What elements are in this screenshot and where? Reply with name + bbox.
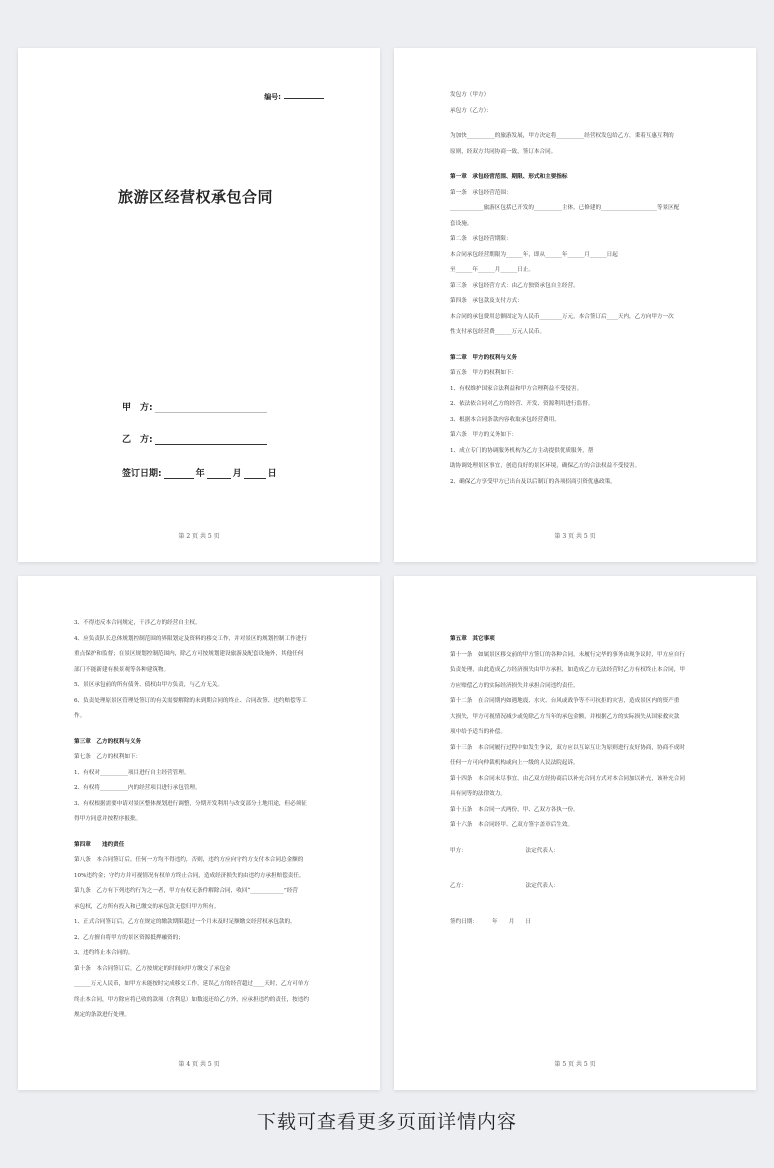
- party-a-row: [122, 400, 269, 413]
- text-line: 性支付承包经营费______万元人民币。: [450, 329, 546, 335]
- text-line: 本合同承包经营期限为______年，即从______年______月______日起: [450, 251, 618, 258]
- text-line: 3、违约终止本合同的。: [74, 950, 134, 956]
- text-line: 2、确保乙方享受甲方已出台及以后制订的各项招商引资优惠政策。: [450, 478, 616, 485]
- spacer: [450, 895, 716, 905]
- text-line: 3、不得违反本合同规定，干涉乙方的经营自主权。: [74, 620, 201, 626]
- text-line: 套设施。: [450, 220, 473, 227]
- serial-number-label: 编号:: [264, 93, 281, 101]
- year-label: 年: [195, 469, 205, 479]
- document-page-3: [394, 48, 756, 562]
- spacer: [450, 119, 716, 129]
- document-page-2: [18, 48, 380, 562]
- text-line: 负责处理，由此造成乙方经济损失由甲方承担，如造成乙方无法经营时乙方有权终止本合同，甲: [450, 667, 685, 673]
- year-line: [164, 477, 194, 479]
- party-a-label: 甲 方:: [122, 403, 153, 413]
- text-line: 第一条 承包经营范围：: [450, 189, 512, 196]
- text-line: 原则，经双方共同协商一致，签订本合同。: [450, 148, 557, 155]
- text-line: 3、有权根据需要申请对景区整体规划进行调整，分期开发利用与改变部分土地用途，但必须征: [74, 800, 307, 807]
- text-line: 本合同的承包费用总额固定为人民币________万元，本合签订后____天内，乙方向甲方一次: [450, 313, 674, 320]
- page-number: 第 3 页 共 5 页: [554, 533, 596, 540]
- month-label: 月: [232, 469, 242, 479]
- text-line: 规定的条款进行处理。: [74, 1012, 130, 1018]
- contract-title: 旅游区经营权承包合同: [118, 188, 274, 206]
- text-line: 第十二条 在合同期内如遇地震、水灾、台风或战争等不可抗拒的灾害，造成景区内的资产重: [450, 698, 680, 704]
- document-page-5: [394, 576, 756, 1090]
- text-line: 第十五条 本合同一式两份，甲、乙双方各执一份。: [450, 806, 579, 813]
- party-b-line: [155, 443, 267, 445]
- text-line: 部门不能新建有损景观等各种建筑物。: [74, 666, 170, 673]
- text-line: 承包方（乙方）：: [450, 107, 492, 114]
- page-3-text: [450, 88, 716, 490]
- text-line: 任何一方可向仲裁机构或向上一级的人民法院起诉。: [450, 760, 579, 766]
- download-more-caption: 下载可查看更多页面详情内容: [256, 1111, 517, 1133]
- spacer: [450, 905, 716, 915]
- chapter-heading: 第四章 违约责任: [74, 841, 125, 848]
- month-line: [207, 477, 231, 479]
- text-line: 第十三条 本合同履行过程中如发生争议，双方应以互谅互让为原则进行友好协商，协商不成时: [450, 744, 685, 751]
- text-line: 第八条 本合同签订后，任何一方均不得违约，否则，违约方应向守约方支付本合同总金额的: [74, 857, 304, 863]
- text-line: 承包权，乙方所有投入和已缴交的承包款无偿归甲方所有。: [74, 903, 220, 910]
- spacer: [450, 859, 716, 869]
- text-line: 1、有权对__________项目进行自主经营管理。: [74, 769, 190, 776]
- text-line: 至______年______月______日止。: [450, 267, 534, 273]
- text-line: 第十条 本合同签订后，乙方按规定的时间向甲方缴交了承包金: [74, 965, 231, 972]
- text-line: 1、正式合同签订后，乙方在规定的缴款期限超过一个月未及时足额缴交经营权承包款的。: [74, 919, 296, 925]
- text-line: 甲方： 法定代表人：: [450, 847, 560, 854]
- day-line: [244, 477, 266, 479]
- text-line: 为加快__________的旅游发展，甲方决定将__________经营权发包给乙方，秉着互惠互利的: [450, 133, 674, 139]
- party-b-label: 乙 方:: [122, 435, 153, 445]
- sign-date-row: [122, 466, 277, 479]
- day-label: 日: [267, 469, 277, 479]
- text-line: 第七条 乙方的权利如下：: [74, 754, 142, 760]
- serial-number-line: [284, 98, 324, 99]
- text-line: ______万元人民币，如甲方未能按时完成移交工作，延误乙方的经营超过____天时，乙方可单方: [74, 981, 309, 987]
- text-line: 第十四条 本合同未尽事宜，由乙双方经协商后以补充合同方式对本合同加以补充，该补充合同: [450, 775, 685, 782]
- text-line: 3、根据本合同条款内容收取承包经营费用。: [450, 416, 560, 423]
- page-5-text: [450, 632, 716, 930]
- text-line: 第五条 甲方的权利如下：: [450, 370, 518, 376]
- text-line: 1、成立专门的协调服务机构为乙方主动提供优质服务，帮: [450, 447, 594, 454]
- text-line: 第十六条 本合同经甲、乙双方签字盖章后生效。: [450, 822, 574, 828]
- text-line: 发包方（甲方）: [450, 92, 490, 98]
- text-line: 具有同等的法律效力。: [450, 791, 506, 797]
- party-b-row: [122, 432, 269, 445]
- text-line: 重点保护和监督；在景区规划控制范围内，除乙方可按规划建设旅游及配套设施外，其他任何: [74, 651, 304, 657]
- text-line: 乙方： 法定代表人：: [450, 883, 560, 889]
- spacer: [450, 160, 716, 170]
- chapter-heading: 第二章 甲方的权利与义务: [450, 354, 518, 361]
- text-line: 方应赔偿乙方的实际经济损失并承担合同违约责任。: [450, 682, 579, 689]
- spacer: [450, 869, 716, 879]
- text-line: ____________旅游区包括已开发的__________主体，已修建的____________________等景区配: [450, 205, 680, 211]
- text-line: 6、负责处理原景区管理处签订的有关需要解除的未到期合同的终止、合同改签、违约赔偿等工: [74, 697, 307, 704]
- text-line: 终止本合同，甲方除应将已收的款项（含利息）如数退还给乙方外，应承担违约的责任，按违约: [74, 996, 309, 1003]
- page-number: 第 4 页 共 5 页: [178, 1061, 220, 1068]
- text-line: 第九条 乙方有下列违约行为之一者，甲方有权无条件解除合同，收回“____________”经营: [74, 888, 298, 894]
- text-line: 2、乙方擅自将甲方的景区资源抵押融资的；: [74, 934, 184, 941]
- spacer: [450, 341, 716, 351]
- spacer: [450, 834, 716, 844]
- text-line: 助协调处理景区事宜，创造良好的景区环境，确保乙方的合法权益不受侵害。: [450, 463, 641, 469]
- chapter-heading: 第五章 其它事项: [450, 636, 495, 642]
- text-line: 2、依法依合同对乙方的经营、开发、资源利用进行监督。: [450, 401, 594, 407]
- text-line: 4、应负责队长总体规划控制范围的界限划定及资料的移交工作，并对景区的规划控制工作进行: [74, 635, 307, 642]
- text-line: 第二条 承包经营期限：: [450, 236, 512, 242]
- sign-date-label: 签订日期:: [122, 469, 162, 479]
- page-4-text: [74, 616, 340, 1024]
- text-line: 第三条 承包经营方式：由乙方独资承包自主经营。: [450, 282, 579, 289]
- text-line: 签约日期： 年 月 日: [450, 918, 532, 925]
- text-line: 1、有权维护国家合法利益和甲方合理利益不受侵害。: [450, 385, 583, 392]
- party-a-line: [155, 411, 267, 413]
- text-line: 项中给予适当的补偿。: [450, 729, 506, 735]
- serial-number-field: [264, 92, 324, 102]
- spacer: [74, 828, 340, 838]
- page-number: 第 5 页 共 5 页: [554, 1061, 596, 1068]
- chapter-heading: 第一章 承包经营范围、期限、形式和主要指标: [450, 174, 568, 180]
- text-line: 第十一条 如属景区移交前的甲方签订的各种合同，未履行完毕的事务由现争议时，甲方应自行: [450, 651, 685, 658]
- text-line: 第六条 甲方的义务如下：: [450, 432, 518, 438]
- document-page-4: [18, 576, 380, 1090]
- page-number: 第 2 页 共 5 页: [178, 533, 220, 540]
- text-line: 得甲方同意并按程序报批。: [74, 816, 142, 822]
- text-line: 大损失，甲方可视情况减少或免除乙方当年的承包金额，并根据乙方的实际损失从国家救灾款: [450, 713, 680, 720]
- chapter-heading: 第三章 乙方的权利与义务: [74, 738, 142, 745]
- spacer: [74, 725, 340, 735]
- text-line: 10%违约金；守约方并可视情况有权单方终止合同，造成经济损失的由违约方承担赔偿责任。: [74, 872, 305, 879]
- text-line: 作。: [74, 713, 86, 719]
- text-line: 第四条 承包款及支付方式：: [450, 298, 523, 304]
- text-line: 2、有权将__________内的经营项目进行承包管理。: [74, 785, 201, 791]
- text-line: 5、景区承包前的所有债务、债权由甲方负责，与乙方无关。: [74, 682, 223, 688]
